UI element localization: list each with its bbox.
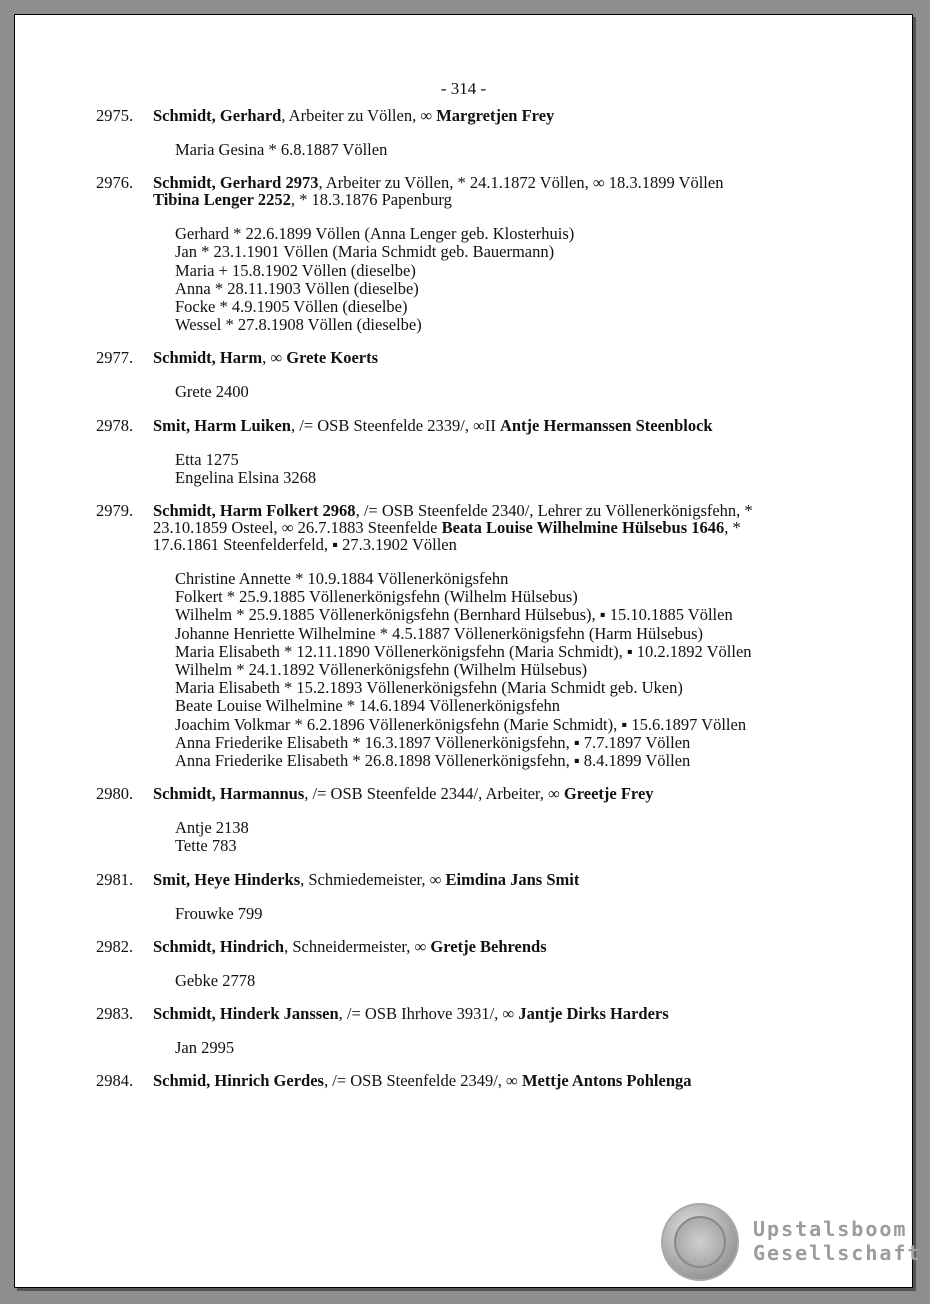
heading-line (153, 1072, 843, 1089)
entry-number: 2977. (96, 348, 134, 368)
entry-text: 23.10.1859 Osteel, ∞ 26.7.1883 Steenfelde (153, 518, 442, 538)
child-record: Anna Friederike Elisabeth * 26.8.1898 Völlenerkönigsfehn, ▪ 8.4.1899 Völlen (175, 751, 691, 771)
entry-text: , Arbeiter zu Völlen, ∞ (281, 106, 437, 125)
child-record: Wilhelm * 25.9.1885 Völlenerkönigsfehn (Bernhard Hülsebus), ▪ 15.10.1885 Völlen (175, 605, 733, 625)
entry-heading (153, 107, 843, 124)
children-list (153, 905, 912, 923)
society-logo (753, 1217, 922, 1265)
page-number: - 314 - (440, 79, 487, 98)
family-entry (15, 174, 912, 334)
family-entry (15, 107, 912, 159)
family-entry (15, 785, 912, 855)
child-record: Anna * 28.11.1903 Völlen (dieselbe) (175, 278, 419, 298)
child-record: Engelina Elsina 3268 (175, 467, 317, 487)
entry-heading (153, 871, 843, 888)
person-name: Greetje Frey (563, 784, 654, 804)
heading-line (153, 349, 843, 366)
child-record: Joachim Volkmar * 6.2.1896 Völlenerkönigsfehn (Marie Schmidt), ▪ 15.6.1897 Völlen (175, 714, 747, 734)
entry-number: 2978. (96, 415, 134, 435)
entry-text: , /= OSB Steenfelde 2349/, ∞ (323, 1071, 522, 1091)
child-record: Jan 2995 (175, 1038, 235, 1058)
person-name: Margretjen Frey (436, 106, 555, 125)
person-name: Schmidt, Hinderk Janssen (153, 1004, 339, 1024)
child-record: Gebke 2778 (175, 970, 256, 990)
entry-text: , ∞ (262, 348, 287, 368)
children-list (153, 141, 912, 159)
entry-heading (153, 1005, 843, 1022)
child-record: Gerhard * 22.6.1899 Völlen (Anna Lenger geb. Klosterhuis) (175, 224, 575, 244)
entry-heading (153, 785, 843, 802)
family-entry (15, 502, 912, 770)
child-record: Christine Annette * 10.9.1884 Völlenerkönigsfehn (175, 569, 509, 589)
person-name: Smit, Heye Hinderks (153, 869, 301, 889)
entry-heading (153, 502, 843, 553)
child-record: Etta 1275 (175, 449, 239, 469)
heading-line (153, 107, 843, 124)
child-record: Wilhelm * 24.1.1892 Völlenerkönigsfehn (Wilhelm Hülsebus) (175, 660, 588, 680)
family-entry (15, 349, 912, 401)
person-name: Schmidt, Harm Folkert 2968 (153, 501, 356, 521)
entry-heading (153, 938, 843, 955)
entry-text: , /= OSB Ihrhove 3931/, ∞ (338, 1004, 519, 1024)
heading-line (153, 417, 843, 434)
heading-line (153, 536, 843, 553)
person-name: Eimdina Jans Smit (445, 869, 580, 889)
child-record: Wessel * 27.8.1908 Völlen (dieselbe) (175, 315, 422, 335)
heading-line (153, 871, 843, 888)
child-record: Maria Gesina * 6.8.1887 Völlen (175, 140, 388, 159)
entry-text: 17.6.1861 Steenfelderfeld, ▪ 27.3.1902 Völlen (153, 535, 457, 555)
entry-text: , * 18.3.1876 Papenburg (290, 190, 452, 210)
family-entry (15, 871, 912, 923)
heading-line (153, 1005, 843, 1022)
children-list (153, 819, 912, 855)
entry-number: 2975. (96, 106, 134, 125)
person-name: Schmidt, Gerhard 2973 (153, 173, 319, 193)
child-record: Frouwke 799 (175, 903, 263, 923)
entry-number: 2981. (96, 869, 134, 889)
family-entry (15, 1072, 912, 1089)
entry-heading (153, 349, 843, 366)
person-name: Tibina Lenger 2252 (153, 190, 291, 210)
person-name: Gretje Behrends (430, 936, 547, 956)
heading-line (153, 785, 843, 802)
children-list (153, 972, 912, 990)
child-record: Maria + 15.8.1902 Völlen (dieselbe) (175, 260, 416, 280)
person-name: Antje Hermanssen Steenblock (499, 415, 713, 435)
child-record: Grete 2400 (175, 382, 249, 402)
person-name: Schmid, Hinrich Gerdes (153, 1071, 324, 1091)
document-page (14, 14, 922, 1288)
person-name: Mettje Antons Pohlenga (521, 1071, 692, 1091)
entry-heading (153, 417, 843, 434)
logo-line-1: Upstalsboom (753, 1217, 908, 1241)
child-record: Focke * 4.9.1905 Völlen (dieselbe) (175, 297, 408, 317)
logo-line-2: Gesellschaft (753, 1241, 922, 1265)
entry-heading (153, 174, 843, 208)
children-list (153, 570, 912, 770)
child-record: Beate Louise Wilhelmine * 14.6.1894 Völlenerkönigsfehn (175, 696, 561, 716)
child-record: Maria Elisabeth * 15.2.1893 Völlenerkönigsfehn (Maria Schmidt geb. Uken) (175, 678, 683, 698)
person-name: Beata Louise Wilhelmine Hülsebus 1646 (441, 518, 725, 538)
child-record: Anna Friederike Elisabeth * 16.3.1897 Völlenerkönigsfehn, ▪ 7.7.1897 Völlen (175, 732, 691, 752)
entry-number: 2984. (96, 1071, 134, 1091)
society-seal-icon (661, 1203, 739, 1281)
entry-heading (153, 1072, 843, 1089)
heading-line (153, 519, 843, 536)
person-name: Grete Koerts (286, 348, 379, 368)
child-record: Antje 2138 (175, 818, 249, 838)
entry-number: 2983. (96, 1004, 134, 1024)
entry-text: , Schmiedemeister, ∞ (300, 869, 446, 889)
heading-line (153, 502, 843, 519)
entry-number: 2979. (96, 501, 134, 521)
person-name: Schmidt, Harmannus (153, 784, 305, 804)
person-name: Schmidt, Gerhard (153, 106, 282, 125)
heading-line (153, 174, 843, 191)
heading-line (153, 938, 843, 955)
child-record: Jan * 23.1.1901 Völlen (Maria Schmidt geb. Bauermann) (175, 242, 555, 262)
person-name: Schmidt, Hindrich (153, 936, 285, 956)
entry-text: , /= OSB Steenfelde 2344/, Arbeiter, ∞ (304, 784, 564, 804)
entry-text: , Arbeiter zu Völlen, * 24.1.1872 Völlen, ∞ 18.3.1899 Völlen (318, 173, 724, 193)
child-record: Folkert * 25.9.1885 Völlenerkönigsfehn (Wilhelm Hülsebus) (175, 587, 578, 607)
entry-text: , /= OSB Steenfelde 2339/, ∞II (290, 415, 500, 435)
entry-number: 2980. (96, 784, 134, 804)
entry-text: , /= OSB Steenfelde 2340/, Lehrer zu Völlenerkönigsfehn, * (355, 501, 753, 521)
person-name: Schmidt, Harm (153, 348, 263, 368)
family-entry (15, 938, 912, 990)
children-list (153, 1039, 912, 1057)
entry-number: 2982. (96, 936, 134, 956)
family-entry (15, 1005, 912, 1057)
children-list (153, 225, 912, 334)
children-list (153, 383, 912, 401)
heading-line (153, 191, 843, 208)
child-record: Johanne Henriette Wilhelmine * 4.5.1887 Völlenerkönigsfehn (Harm Hülsebus) (175, 623, 703, 643)
children-list (153, 451, 912, 487)
entry-text: , Schneidermeister, ∞ (284, 936, 431, 956)
family-entry (15, 417, 912, 487)
person-name: Jantje Dirks Harders (518, 1004, 669, 1024)
child-record: Maria Elisabeth * 12.11.1890 Völlenerkönigsfehn (Maria Schmidt), ▪ 10.2.1892 Völlen (175, 641, 752, 661)
entry-list (15, 107, 912, 1104)
entry-text: , * (724, 518, 741, 538)
entry-number: 2976. (96, 173, 134, 193)
person-name: Smit, Harm Luiken (153, 415, 291, 435)
child-record: Tette 783 (175, 836, 237, 856)
